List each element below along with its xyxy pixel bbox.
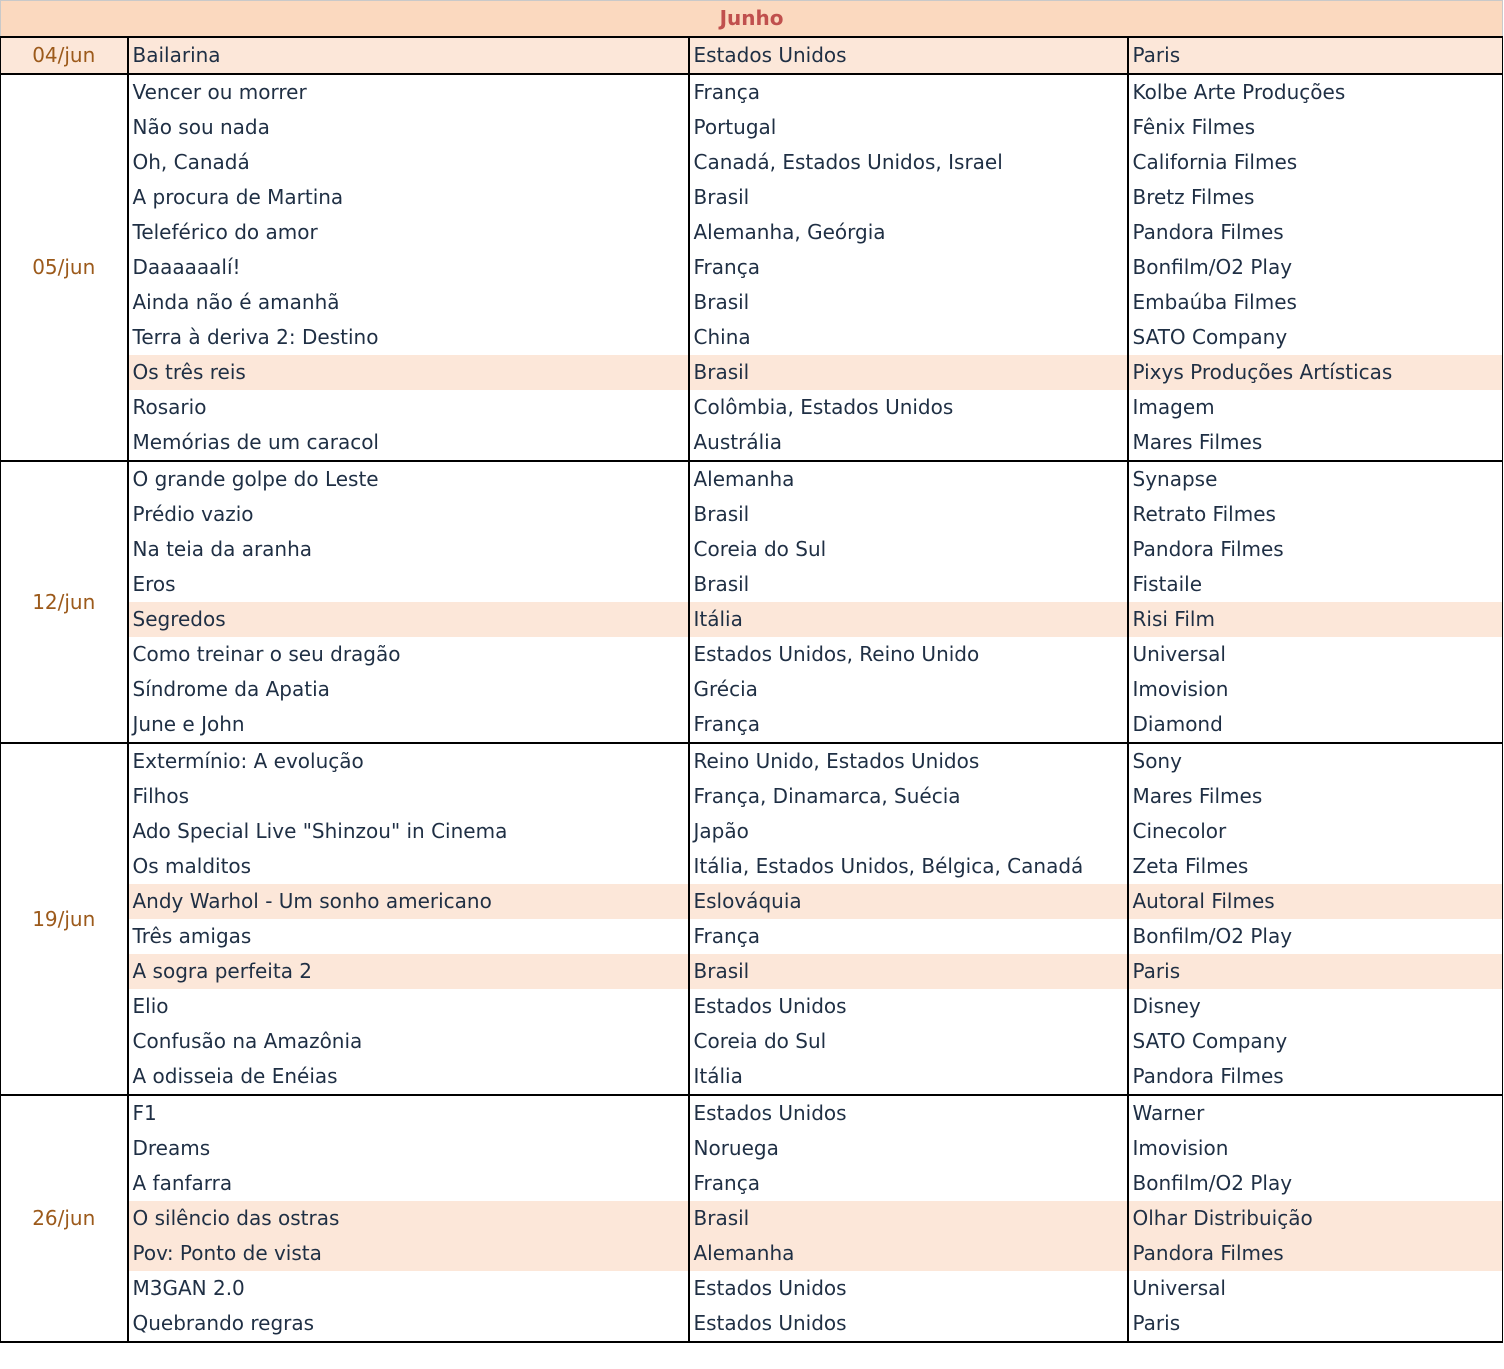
distributor-cell: Kolbe Arte Produções: [1128, 74, 1503, 110]
table-row: [1, 320, 1503, 355]
movie-title-cell: Confusão na Amazônia: [128, 1024, 689, 1059]
distributor-cell: Paris: [1128, 1306, 1503, 1342]
movie-title-cell: A odisseia de Enéias: [128, 1059, 689, 1095]
country-cell: Grécia: [689, 672, 1128, 707]
table-row: [1, 532, 1503, 567]
month-header-row: [1, 1, 1503, 38]
movie-title-cell: Os três reis: [128, 355, 689, 390]
country-cell: Estados Unidos: [689, 1271, 1128, 1306]
movie-title-cell: Filhos: [128, 779, 689, 814]
distributor-cell: Bonfilm/O2 Play: [1128, 250, 1503, 285]
distributor-cell: SATO Company: [1128, 1024, 1503, 1059]
country-cell: Austrália: [689, 425, 1128, 461]
table-row: [1, 355, 1503, 390]
distributor-cell: California Filmes: [1128, 145, 1503, 180]
distributor-cell: Sony: [1128, 743, 1503, 779]
movie-title-cell: Oh, Canadá: [128, 145, 689, 180]
country-cell: Alemanha: [689, 1236, 1128, 1271]
movie-title-cell: Andy Warhol - Um sonho americano: [128, 884, 689, 919]
table-row: [1, 180, 1503, 215]
country-cell: Alemanha, Geórgia: [689, 215, 1128, 250]
country-cell: Brasil: [689, 954, 1128, 989]
distributor-cell: Universal: [1128, 637, 1503, 672]
country-cell: Portugal: [689, 110, 1128, 145]
movie-title-cell: Daaaaaalí!: [128, 250, 689, 285]
distributor-cell: Paris: [1128, 37, 1503, 74]
movie-title-cell: Ado Special Live "Shinzou" in Cinema: [128, 814, 689, 849]
table-row: [1, 285, 1503, 320]
country-cell: Eslováquia: [689, 884, 1128, 919]
table-row: [1, 110, 1503, 145]
movie-title-cell: Como treinar o seu dragão: [128, 637, 689, 672]
table-row: [1, 461, 1503, 497]
movie-title-cell: Três amigas: [128, 919, 689, 954]
movie-title-cell: June e John: [128, 707, 689, 743]
country-cell: França: [689, 250, 1128, 285]
country-cell: Coreia do Sul: [689, 532, 1128, 567]
distributor-cell: Imovision: [1128, 1131, 1503, 1166]
table-row: [1, 672, 1503, 707]
distributor-cell: Diamond: [1128, 707, 1503, 743]
table-row: [1, 989, 1503, 1024]
country-cell: França: [689, 74, 1128, 110]
movie-title-cell: Vencer ou morrer: [128, 74, 689, 110]
movie-title-cell: A fanfarra: [128, 1166, 689, 1201]
table-row: [1, 849, 1503, 884]
movie-title-cell: O grande golpe do Leste: [128, 461, 689, 497]
country-cell: Japão: [689, 814, 1128, 849]
table-row: [1, 425, 1503, 461]
country-cell: Estados Unidos: [689, 1306, 1128, 1342]
table-row: [1, 145, 1503, 180]
movie-title-cell: Teleférico do amor: [128, 215, 689, 250]
distributor-cell: Mares Filmes: [1128, 779, 1503, 814]
release-date-cell: 04/jun: [1, 37, 128, 74]
distributor-cell: Fistaile: [1128, 567, 1503, 602]
distributor-cell: Fênix Filmes: [1128, 110, 1503, 145]
movie-title-cell: Na teia da aranha: [128, 532, 689, 567]
country-cell: Colômbia, Estados Unidos: [689, 390, 1128, 425]
country-cell: Brasil: [689, 1201, 1128, 1236]
movie-title-cell: Terra à deriva 2: Destino: [128, 320, 689, 355]
table-row: [1, 497, 1503, 532]
movie-title-cell: Não sou nada: [128, 110, 689, 145]
table-row: [1, 919, 1503, 954]
distributor-cell: Bonfilm/O2 Play: [1128, 919, 1503, 954]
schedule-body: [1, 37, 1503, 1342]
table-row: [1, 250, 1503, 285]
country-cell: Brasil: [689, 567, 1128, 602]
country-cell: Estados Unidos: [689, 989, 1128, 1024]
table-row: [1, 779, 1503, 814]
movie-title-cell: A procura de Martina: [128, 180, 689, 215]
distributor-cell: Imovision: [1128, 672, 1503, 707]
movie-title-cell: Dreams: [128, 1131, 689, 1166]
movie-title-cell: A sogra perfeita 2: [128, 954, 689, 989]
distributor-cell: Bonfilm/O2 Play: [1128, 1166, 1503, 1201]
table-row: [1, 884, 1503, 919]
table-row: [1, 1166, 1503, 1201]
movie-title-cell: Os malditos: [128, 849, 689, 884]
table-row: [1, 602, 1503, 637]
country-cell: França: [689, 1166, 1128, 1201]
movie-title-cell: F1: [128, 1095, 689, 1131]
table-row: [1, 390, 1503, 425]
distributor-cell: Imagem: [1128, 390, 1503, 425]
country-cell: Itália, Estados Unidos, Bélgica, Canadá: [689, 849, 1128, 884]
distributor-cell: Pandora Filmes: [1128, 1236, 1503, 1271]
month-header: Junho: [1, 1, 1503, 38]
movie-title-cell: M3GAN 2.0: [128, 1271, 689, 1306]
country-cell: França: [689, 919, 1128, 954]
distributor-cell: Pandora Filmes: [1128, 1059, 1503, 1095]
country-cell: França: [689, 707, 1128, 743]
country-cell: Estados Unidos, Reino Unido: [689, 637, 1128, 672]
distributor-cell: Warner: [1128, 1095, 1503, 1131]
country-cell: China: [689, 320, 1128, 355]
table-row: [1, 707, 1503, 743]
table-row: [1, 1236, 1503, 1271]
movie-title-cell: Quebrando regras: [128, 1306, 689, 1342]
distributor-cell: Pixys Produções Artísticas: [1128, 355, 1503, 390]
table-row: [1, 743, 1503, 779]
table-row: [1, 637, 1503, 672]
movie-title-cell: O silêncio das ostras: [128, 1201, 689, 1236]
release-date-cell: 26/jun: [1, 1095, 128, 1342]
distributor-cell: Olhar Distribuição: [1128, 1201, 1503, 1236]
country-cell: Alemanha: [689, 461, 1128, 497]
table-row: [1, 1201, 1503, 1236]
country-cell: Noruega: [689, 1131, 1128, 1166]
release-date-cell: 12/jun: [1, 461, 128, 743]
country-cell: Brasil: [689, 180, 1128, 215]
distributor-cell: Embaúba Filmes: [1128, 285, 1503, 320]
table-row: [1, 1095, 1503, 1131]
country-cell: Coreia do Sul: [689, 1024, 1128, 1059]
movie-title-cell: Elio: [128, 989, 689, 1024]
movie-title-cell: Síndrome da Apatia: [128, 672, 689, 707]
movie-title-cell: Segredos: [128, 602, 689, 637]
country-cell: Brasil: [689, 355, 1128, 390]
distributor-cell: Universal: [1128, 1271, 1503, 1306]
country-cell: França, Dinamarca, Suécia: [689, 779, 1128, 814]
release-date-cell: 05/jun: [1, 74, 128, 461]
distributor-cell: Risi Film: [1128, 602, 1503, 637]
table-row: [1, 1131, 1503, 1166]
distributor-cell: Retrato Filmes: [1128, 497, 1503, 532]
movie-title-cell: Bailarina: [128, 37, 689, 74]
table-row: [1, 1059, 1503, 1095]
distributor-cell: Cinecolor: [1128, 814, 1503, 849]
table-row: [1, 74, 1503, 110]
country-cell: Itália: [689, 602, 1128, 637]
distributor-cell: Pandora Filmes: [1128, 532, 1503, 567]
table-row: [1, 567, 1503, 602]
table-row: [1, 814, 1503, 849]
movie-title-cell: Prédio vazio: [128, 497, 689, 532]
movie-title-cell: Rosario: [128, 390, 689, 425]
country-cell: Canadá, Estados Unidos, Israel: [689, 145, 1128, 180]
distributor-cell: Bretz Filmes: [1128, 180, 1503, 215]
table-row: [1, 1024, 1503, 1059]
movie-title-cell: Eros: [128, 567, 689, 602]
country-cell: Brasil: [689, 285, 1128, 320]
country-cell: Estados Unidos: [689, 37, 1128, 74]
country-cell: Estados Unidos: [689, 1095, 1128, 1131]
distributor-cell: Disney: [1128, 989, 1503, 1024]
movie-title-cell: Extermínio: A evolução: [128, 743, 689, 779]
movie-title-cell: Memórias de um caracol: [128, 425, 689, 461]
table-row: [1, 954, 1503, 989]
movie-title-cell: Pov: Ponto de vista: [128, 1236, 689, 1271]
distributor-cell: Pandora Filmes: [1128, 215, 1503, 250]
distributor-cell: Paris: [1128, 954, 1503, 989]
movie-title-cell: Ainda não é amanhã: [128, 285, 689, 320]
table-row: [1, 1271, 1503, 1306]
distributor-cell: Mares Filmes: [1128, 425, 1503, 461]
table-row: [1, 37, 1503, 74]
distributor-cell: Synapse: [1128, 461, 1503, 497]
release-date-cell: 19/jun: [1, 743, 128, 1095]
distributor-cell: Autoral Filmes: [1128, 884, 1503, 919]
table-row: [1, 1306, 1503, 1342]
distributor-cell: Zeta Filmes: [1128, 849, 1503, 884]
country-cell: Brasil: [689, 497, 1128, 532]
country-cell: Reino Unido, Estados Unidos: [689, 743, 1128, 779]
distributor-cell: SATO Company: [1128, 320, 1503, 355]
country-cell: Itália: [689, 1059, 1128, 1095]
table-row: [1, 215, 1503, 250]
